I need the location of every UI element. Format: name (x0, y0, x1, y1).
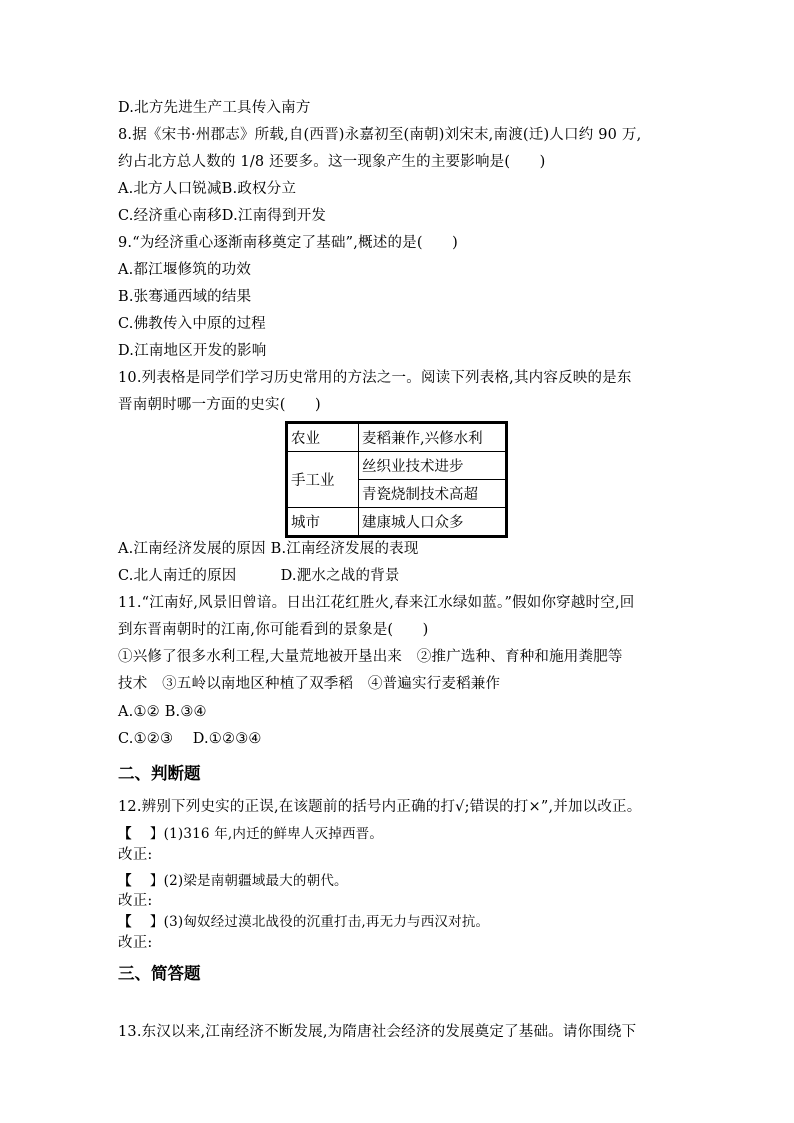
q10-stem-line2: 晋南朝时哪一方面的史实( ) (118, 397, 321, 413)
q9-option-c: C.佛教传入中原的过程 (118, 316, 266, 332)
q11-options-cd: C.①②③ D.①②③④ (118, 731, 262, 747)
q7-option-d: D.北方先进生产工具传入南方 (118, 100, 311, 116)
q12-item2 (118, 872, 348, 890)
q11-options-ab: A.①② B.③④ (118, 704, 207, 720)
q8-options-cd: C.经济重心南移D.江南得到开发 (118, 208, 327, 224)
answer-bracket: 【 (118, 826, 132, 842)
q12-item3 (118, 913, 489, 931)
table-cell-handicraft-label: 手工业 (287, 452, 359, 508)
history-table (285, 421, 508, 538)
table-cell-city-label: 城市 (287, 508, 359, 537)
q12-item1 (118, 825, 383, 843)
q10-options-ab: A.江南经济发展的原因 B.江南经济发展的表现 (118, 541, 419, 557)
section-heading-judge: 二、判断题 (118, 764, 201, 783)
table-cell-handicraft-value2: 青瓷烧制技术高超 (359, 480, 507, 508)
table-cell-handicraft-value1: 丝织业技术进步 (359, 452, 507, 480)
q12-item2-correction: 改正: (118, 893, 153, 909)
q8-stem-line2: 约占北方总人数的 1/8 还要多。这一现象产生的主要影响是( ) (118, 154, 546, 170)
answer-bracket: 【 (118, 914, 132, 930)
table-cell-agriculture-value: 麦稻兼作,兴修水利 (359, 423, 507, 452)
q9-stem: 9.“为经济重心逐渐南移奠定了基础”,概述的是( ) (118, 235, 458, 251)
q9-option-d: D.江南地区开发的影响 (118, 343, 267, 359)
section-heading-short-answer: 三、简答题 (118, 964, 201, 983)
answer-bracket: 【 (118, 873, 132, 889)
q12-item3-text: 】(3)匈奴经过漠北战役的沉重打击,再无力与西汉对抗。 (149, 914, 490, 930)
q12-item1-correction: 改正: (118, 847, 153, 863)
q10-options-cd: C.北人南迁的原因 D.淝水之战的背景 (118, 568, 400, 584)
q8-stem-line1: 8.据《宋书·州郡志》所载,自(西晋)永嘉初至(南朝)刘宋末,南渡(迁)人口约 90 万, (118, 127, 642, 143)
q13-stem: 13.东汉以来,江南经济不断发展,为隋唐社会经济的发展奠定了基础。请你围绕下 (118, 1024, 637, 1040)
q11-stem-line1: 11.“江南好,风景旧曾谙。日出江花红胜火,春来江水绿如蓝。”假如你穿越时空,回 (118, 595, 635, 611)
q11-choices-line1: ①兴修了很多水利工程,大量荒地被开垦出来 ②推广选种、育种和施用粪肥等 (118, 649, 623, 665)
q12-item3-correction: 改正: (118, 935, 153, 951)
table-cell-agriculture-label: 农业 (287, 423, 359, 452)
q8-options-ab: A.北方人口锐减B.政权分立 (118, 181, 297, 197)
q12-instruction: 12.辨别下列史实的正误,在该题前的括号内正确的打√;错误的打×”,并加以改正。 (118, 799, 642, 815)
q10-stem-line1: 10.列表格是同学们学习历史常用的方法之一。阅读下列表格,其内容反映的是东 (118, 370, 632, 386)
table-cell-city-value: 建康城人口众多 (359, 508, 507, 537)
q9-option-a: A.都江堰修筑的功效 (118, 262, 252, 278)
q12-item2-text: 】(2)梁是南朝疆域最大的朝代。 (149, 873, 348, 889)
q11-choices-line2: 技术 ③五岭以南地区种植了双季稻 ④普遍实行麦稻兼作 (118, 676, 501, 692)
q9-option-b: B.张骞通西域的结果 (118, 289, 252, 305)
q12-item1-text: 】(1)316 年,内迁的鲜卑人灭掉西晋。 (149, 826, 384, 842)
q11-stem-line2: 到东晋南朝时的江南,你可能看到的景象是( ) (118, 622, 429, 638)
